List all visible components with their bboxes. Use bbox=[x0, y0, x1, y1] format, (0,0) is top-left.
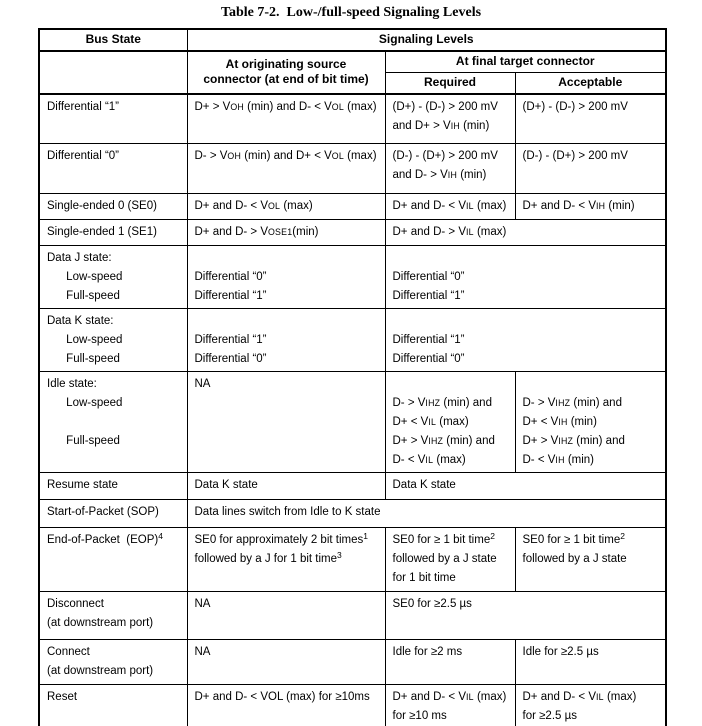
table-cell: D+ and D- > VIL (max) bbox=[385, 220, 666, 246]
column-header-signaling-levels: Signaling Levels bbox=[187, 29, 666, 51]
table-cell: Data K state: Low-speed Full-speed bbox=[39, 309, 187, 372]
table-cell: (D+) - (D-) > 200 mV bbox=[515, 94, 666, 144]
table-cell: Differential “1” Differential “0” bbox=[187, 309, 385, 372]
table-cell: Reset bbox=[39, 685, 187, 726]
column-header-bus-state: Bus State bbox=[39, 29, 187, 51]
column-header-originating-source bbox=[187, 51, 385, 94]
table-cell: Disconnect (at downstream port) bbox=[39, 592, 187, 640]
table-cell: D+ and D- < VIL (max) bbox=[385, 194, 515, 220]
table-cell: SE0 for approximately 2 bit times$^1$ followed by a J for 1 bit time$^3$ bbox=[187, 528, 385, 592]
table-cell: D+ and D- > VOSE1(min) bbox=[187, 220, 385, 246]
table-cell: D- > VIHZ (min) and D+ < VIH (min) D+ > VIHZ (min) and D- < VIH (min) bbox=[515, 372, 666, 473]
table-cell: SE0 for ≥2.5 µs bbox=[385, 592, 666, 640]
table-cell: D+ and D- < VIL (max) for ≥10 ms bbox=[385, 685, 515, 726]
table-row bbox=[39, 500, 666, 528]
table-cell: Data lines switch from Idle to K state bbox=[187, 500, 666, 528]
table-row bbox=[39, 473, 666, 500]
table-title: Table 7-2. Low-/full-speed Signaling Levels bbox=[220, 5, 482, 20]
table-cell: Connect (at downstream port) bbox=[39, 640, 187, 685]
table-cell: Data K state bbox=[385, 473, 666, 500]
table-cell: D+ and D- < VOL (max) for ≥10ms bbox=[187, 685, 385, 726]
table-row bbox=[39, 220, 666, 246]
table-cell: (D-) - (D+) > 200 mV bbox=[515, 144, 666, 194]
table-row bbox=[39, 528, 666, 592]
header-row-2 bbox=[39, 51, 666, 73]
table-cell: (D-) - (D+) > 200 mV and D- > VIH (min) bbox=[385, 144, 515, 194]
table-row bbox=[39, 309, 666, 372]
column-header-empty bbox=[39, 51, 187, 94]
table-cell: D+ and D- < VIL (max) for ≥2.5 µs bbox=[515, 685, 666, 726]
table-cell: Differential “1” Differential “0” bbox=[385, 309, 666, 372]
table-cell: NA bbox=[187, 372, 385, 473]
table-cell: Idle for ≥2.5 µs bbox=[515, 640, 666, 685]
table-row bbox=[39, 592, 666, 640]
table-cell: Differential “0” bbox=[39, 144, 187, 194]
table-cell: SE0 for ≥ 1 bit time$^2$ followed by a J state bbox=[515, 528, 666, 592]
table-cell: (D+) - (D-) > 200 mV and D+ > VIH (min) bbox=[385, 94, 515, 144]
originating-source-line2: connector (at end of bit time) bbox=[203, 72, 369, 87]
table-cell: D- > VOH (min) and D+ < VOL (max) bbox=[187, 144, 385, 194]
table-cell: Differential “1” bbox=[39, 94, 187, 144]
table-cell: D+ and D- < VOL (max) bbox=[187, 194, 385, 220]
table-body bbox=[39, 94, 666, 726]
table-row bbox=[39, 94, 666, 144]
table-cell: D- > VIHZ (min) and D+ < VIL (max) D+ > VIHZ (min) and D- < VIL (max) bbox=[385, 372, 515, 473]
table-cell: Single-ended 1 (SE1) bbox=[39, 220, 187, 246]
table-cell: NA bbox=[187, 592, 385, 640]
column-header-acceptable: Acceptable bbox=[515, 73, 666, 94]
table-row bbox=[39, 372, 666, 473]
table-cell: Idle state: Low-speed Full-speed bbox=[39, 372, 187, 473]
table-cell: Differential “0” Differential “1” bbox=[385, 246, 666, 309]
originating-source-line1: At originating source bbox=[225, 56, 347, 71]
table-cell: Start-of-Packet (SOP) bbox=[39, 500, 187, 528]
table-cell: Differential “0” Differential “1” bbox=[187, 246, 385, 309]
table-cell: Data J state: Low-speed Full-speed bbox=[39, 246, 187, 309]
table-row bbox=[39, 144, 666, 194]
table-cell: D+ and D- < VIH (min) bbox=[515, 194, 666, 220]
table-cell: NA bbox=[187, 640, 385, 685]
table-cell: End-of-Packet (EOP)$^4$ bbox=[39, 528, 187, 592]
table-cell: Data K state bbox=[187, 473, 385, 500]
table-row bbox=[39, 640, 666, 685]
table-cell: SE0 for ≥ 1 bit time$^2$ followed by a J state for 1 bit time bbox=[385, 528, 515, 592]
column-header-final-target: At final target connector bbox=[385, 51, 666, 73]
table-row bbox=[39, 194, 666, 220]
header-row-1 bbox=[39, 29, 666, 51]
signaling-levels-table bbox=[38, 28, 667, 726]
column-header-required: Required bbox=[385, 73, 515, 94]
table-row bbox=[39, 685, 666, 726]
table-cell: D+ > VOH (min) and D- < VOL (max) bbox=[187, 94, 385, 144]
table-cell: Resume state bbox=[39, 473, 187, 500]
table-row bbox=[39, 246, 666, 309]
table-cell: Idle for ≥2 ms bbox=[385, 640, 515, 685]
table-cell: Single-ended 0 (SE0) bbox=[39, 194, 187, 220]
